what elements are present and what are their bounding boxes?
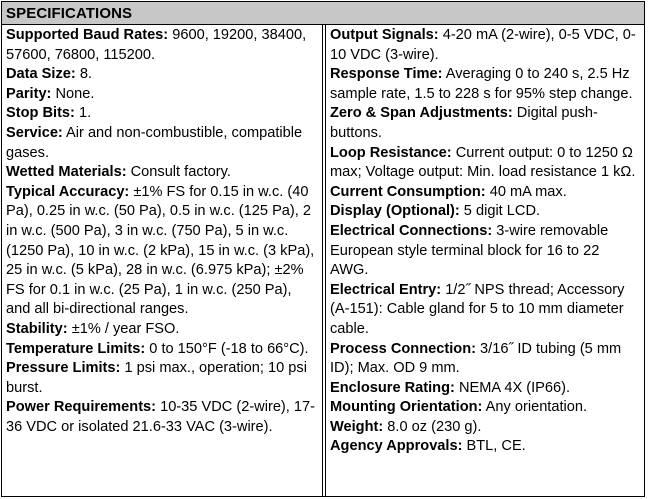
- spec-label: Stability:: [6, 320, 68, 337]
- spec-electrical-entry: [330, 281, 640, 340]
- spec-wetted-materials: [6, 163, 317, 183]
- spec-label: Zero & Span Adjustments:: [330, 105, 513, 122]
- spec-value: 1 psi max., operation; 10 psi burst.: [6, 360, 307, 396]
- spec-label: Supported Baud Rates:: [6, 27, 169, 43]
- spec-value: Consult factory.: [130, 164, 231, 181]
- spec-value: 10-35 VDC (2-wire), 17-36 VDC or isolated 21.6-33 VAC (3-wire).: [6, 399, 315, 435]
- spec-value: 5 digit LCD.: [463, 203, 541, 220]
- spec-value: 8.: [79, 66, 92, 83]
- spec-label: Service:: [6, 124, 63, 141]
- spec-data-size: [6, 65, 317, 85]
- spec-supported-baud-rates: [6, 26, 317, 65]
- spec-label: Agency Approvals:: [330, 438, 463, 455]
- spec-weight: [330, 418, 640, 438]
- spec-value: ±1% / year FSO.: [71, 320, 180, 337]
- spec-enclosure-rating: [330, 379, 640, 399]
- spec-value: 8.0 oz (230 g).: [387, 418, 482, 435]
- right-spec-column: [326, 25, 644, 496]
- spec-label: Current Consumption:: [330, 183, 486, 200]
- spec-mounting-orientation: [330, 398, 640, 418]
- spec-value: 3-wire removable European style terminal block for 16 to 22 AWG.: [330, 222, 609, 279]
- spec-electrical-connections: [330, 222, 640, 281]
- spec-value: Any orientation.: [485, 399, 588, 416]
- spec-label: Display (Optional):: [330, 203, 460, 220]
- specifications-heading: SPECIFICATIONS: [2, 2, 644, 25]
- spec-value: BTL, CE.: [466, 438, 526, 455]
- spec-label: Electrical Connections:: [330, 222, 493, 239]
- spec-service: [6, 124, 317, 163]
- spec-label: Power Requirements:: [6, 399, 157, 416]
- spec-label: Process Connection:: [330, 340, 476, 357]
- spec-label: Data Size:: [6, 66, 76, 83]
- spec-label: Stop Bits:: [6, 105, 75, 122]
- spec-value: Air and non-combustible, compatible gases.: [6, 124, 303, 161]
- spec-zero-span-adjustments: [330, 104, 640, 143]
- spec-output-signals: [330, 26, 640, 65]
- spec-value: Averaging 0 to 240 s, 2.5 Hz sample rate, 1.5 to 228 s for 95% step change.: [330, 66, 633, 102]
- spec-response-time: [330, 65, 640, 104]
- spec-label: Electrical Entry:: [330, 281, 442, 298]
- spec-parity: [6, 85, 317, 105]
- spec-label: Typical Accuracy:: [6, 183, 130, 200]
- spec-value: Current output: 0 to 1250 Ω max; Voltage output: Min. load resistance 1 kΩ.: [330, 144, 636, 181]
- spec-label: Temperature Limits:: [6, 340, 146, 357]
- spec-label: Loop Resistance:: [330, 144, 452, 161]
- spec-value: ±1% FS for 0.15 in w.c. (40 Pa), 0.25 in w.c. (50 Pa), 0.5 in w.c. (125 Pa), 2 in w.c. (500 Pa), 3 in w.c. (750 Pa), 5 in w.c. (1250 Pa), 10 in w.c. (2 kPa), 15 in w.c. (3 kPa), 25 in w.c. (5 kPa), 28 in w.c. (6.975 kPa); ±2% FS for 0.1 in w.c. (25 Pa), 1 in w.c. (250 Pa), and all bi-directional ranges.: [6, 183, 315, 318]
- spec-value: Digital push-buttons.: [330, 105, 598, 141]
- spec-value: 1.: [78, 105, 92, 122]
- spec-value: None.: [55, 85, 95, 102]
- left-spec-column: [2, 25, 322, 496]
- spec-value: 4-20 mA (2-wire), 0-5 VDC, 0-10 VDC (3-wire).: [330, 27, 636, 63]
- spec-label: Enclosure Rating:: [330, 379, 455, 396]
- spec-value: 1/2˝ NPS thread; Accessory (A-151): Cable gland for 5 to 10 mm diameter cable.: [330, 281, 625, 337]
- specifications-table: [1, 1, 645, 497]
- spec-loop-resistance: [330, 144, 640, 183]
- spec-label: Response Time:: [330, 66, 443, 83]
- spec-label: Pressure Limits:: [6, 360, 121, 377]
- spec-label: Weight:: [330, 418, 384, 435]
- spec-display: [330, 202, 640, 222]
- spec-power-requirements: [6, 398, 317, 437]
- spec-process-connection: [330, 340, 640, 379]
- spec-stability: [6, 320, 317, 340]
- spec-value: 0 to 150°F (-18 to 66°C).: [149, 340, 309, 357]
- spec-value: 9600, 19200, 38400, 57600, 76800, 115200.: [6, 27, 307, 63]
- spec-typical-accuracy: [6, 183, 317, 320]
- spec-stop-bits: [6, 104, 317, 124]
- spec-label: Parity:: [6, 85, 52, 102]
- spec-label: Wetted Materials:: [6, 164, 127, 181]
- spec-label: Output Signals:: [330, 27, 439, 43]
- spec-label: Mounting Orientation:: [330, 399, 483, 416]
- spec-temperature-limits: [6, 340, 317, 360]
- spec-agency-approvals: [330, 437, 640, 457]
- spec-value: NEMA 4X (IP66).: [458, 379, 571, 396]
- spec-current-consumption: [330, 183, 640, 203]
- spec-value: 3/16˝ ID tubing (5 mm ID); Max. OD 9 mm.: [330, 340, 622, 377]
- spec-pressure-limits: [6, 359, 317, 398]
- spec-value: 40 mA max.: [489, 183, 567, 200]
